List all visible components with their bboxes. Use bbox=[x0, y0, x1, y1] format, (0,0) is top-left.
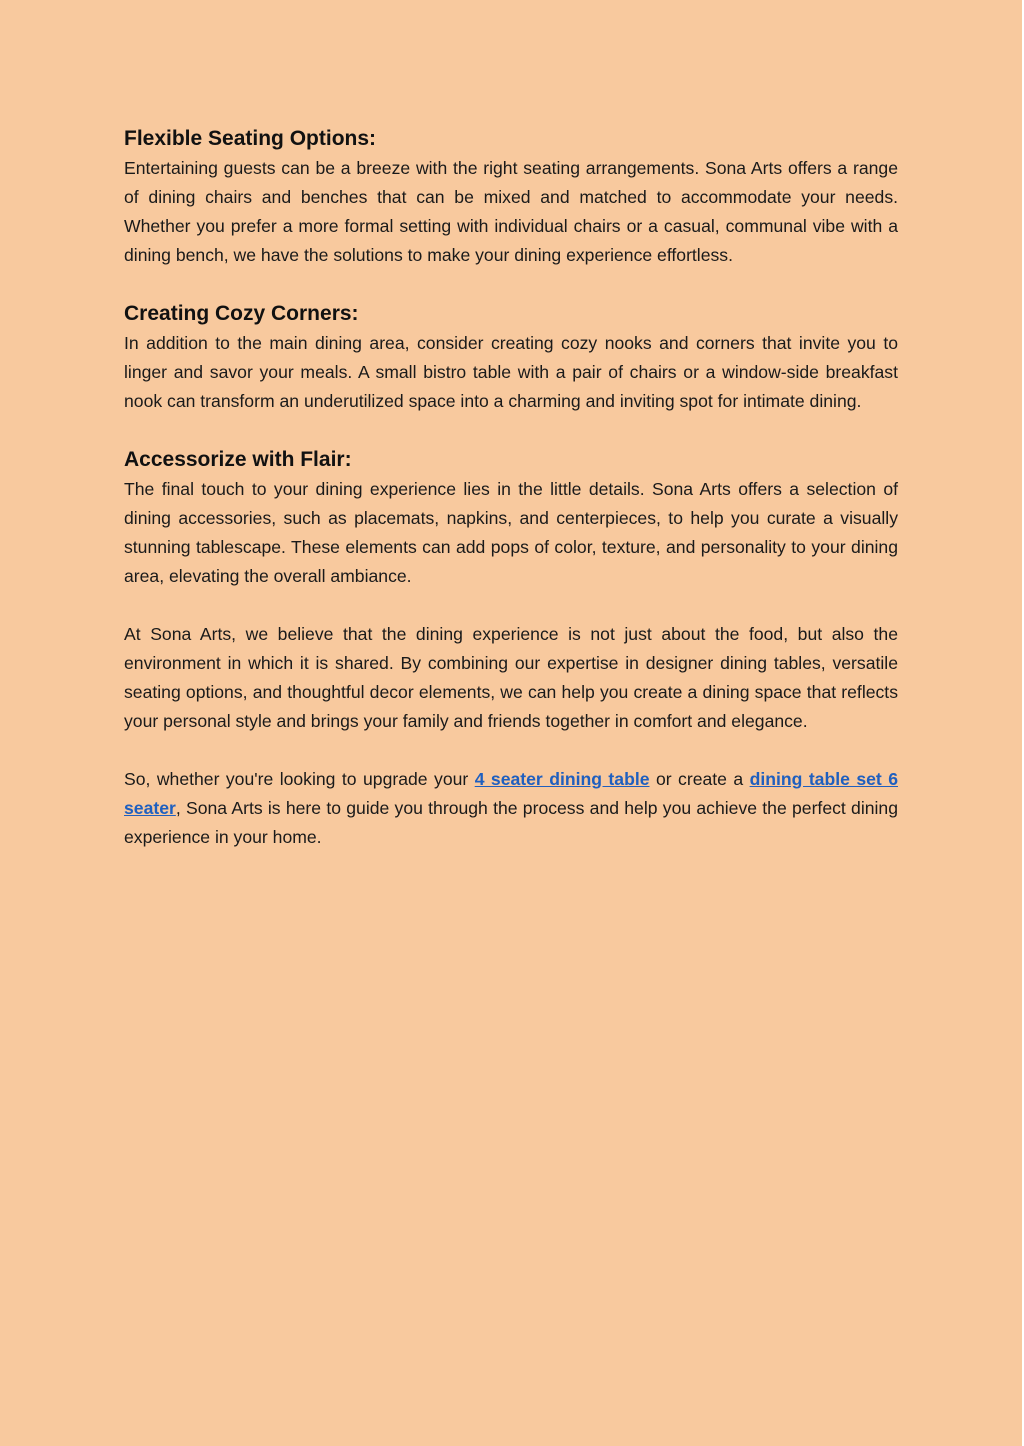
section-heading: Accessorize with Flair: bbox=[124, 448, 352, 471]
section-body: Entertaining guests can be a breeze with the right seating arrangements. Sona Arts offers a range of dining chairs and benches that can be mixed and matched to accommodate your needs. Whether you prefer a more formal setting with individual chairs or a casual, communal vibe with a dining bench, we have the solutions to make your dining experience effortless. bbox=[124, 158, 898, 265]
section-body: The final touch to your dining experience lies in the little details. Sona Arts offers a selection of dining accessories, such as placemats, napkins, and centerpieces, to help you curate a visually stunning tablescape. These elements can add pops of color, texture, and personality to your dining area, elevating the overall ambiance. bbox=[124, 479, 898, 586]
section-final bbox=[124, 765, 898, 852]
final-text-middle: or create a bbox=[649, 769, 750, 789]
section-accessorize bbox=[124, 445, 898, 591]
section-body: In addition to the main dining area, consider creating cozy nooks and corners that invite you to linger and savor your meals. A small bistro table with a pair of chairs or a window-side breakfast nook can transform an underutilized space into a charming and inviting spot for intimate dining. bbox=[124, 333, 898, 411]
document-body bbox=[124, 124, 898, 881]
section-cozy-corners bbox=[124, 299, 898, 416]
section-closing bbox=[124, 620, 898, 736]
closing-paragraph: At Sona Arts, we believe that the dining experience is not just about the food, but also the environment in which it is shared. By combining our expertise in designer dining tables, versatile seating options, and thoughtful decor elements, we can help you create a dining space that reflects your personal style and brings your family and friends together in comfort and elegance. bbox=[124, 624, 898, 731]
link-4-seater-dining-table[interactable]: 4 seater dining table bbox=[474, 769, 650, 789]
section-heading: Creating Cozy Corners: bbox=[124, 302, 359, 325]
section-heading: Flexible Seating Options: bbox=[124, 127, 377, 150]
final-paragraph bbox=[124, 765, 898, 852]
final-text-start: So, whether you're looking to upgrade your bbox=[124, 769, 475, 789]
section-flexible-seating bbox=[124, 124, 898, 270]
link-dining-table-set-6-seater[interactable]: dining table set 6 seater bbox=[124, 769, 898, 818]
final-text-end: , Sona Arts is here to guide you through the process and help you achieve the perfect dining experience in your home. bbox=[124, 798, 898, 847]
